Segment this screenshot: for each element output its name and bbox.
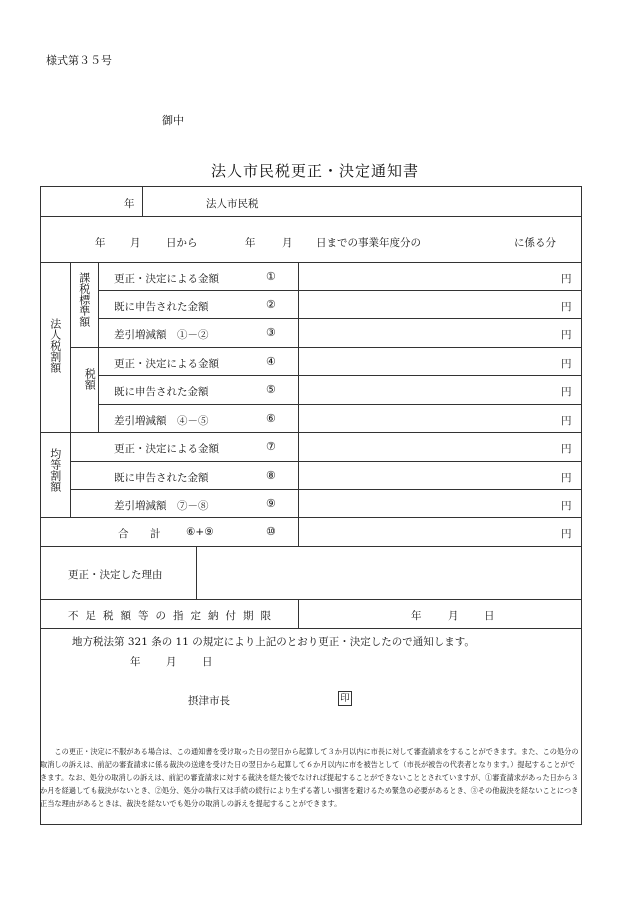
row-number: ⑧: [266, 469, 276, 482]
deadline-year: 年: [411, 610, 422, 622]
yen-unit: 円: [561, 500, 572, 512]
notice-statement: 地方税法第 321 条の 11 の規定により上記のとおり更正・決定したので通知します。: [72, 636, 475, 648]
row-label: 既に申告された金額: [114, 301, 209, 313]
tax-base-section-label: 課税標準額: [77, 272, 91, 327]
rule: [70, 262, 71, 432]
issuer-name: 摂津市長: [188, 695, 230, 707]
rule: [40, 262, 582, 263]
yen-unit: 円: [561, 528, 572, 540]
yen-unit: 円: [561, 358, 572, 370]
row-number: ⑨: [266, 497, 276, 510]
addressee-label: 御中: [162, 114, 184, 127]
row-number: ①: [266, 270, 276, 283]
row-number: ④: [266, 355, 276, 368]
period-month-from: 月: [130, 237, 141, 249]
fiscal-year-label: 年: [124, 198, 135, 210]
rule: [196, 546, 197, 599]
notice-month: 月: [166, 656, 177, 668]
period-suffix: に係る分: [514, 237, 556, 249]
form-border-bottom: [40, 824, 582, 825]
row-number: ⑤: [266, 383, 276, 396]
form-border-top: [40, 186, 582, 187]
yen-unit: 円: [561, 386, 572, 398]
yen-unit: 円: [561, 329, 572, 341]
form-border-right: [581, 186, 582, 825]
row-number: ⑩: [266, 525, 276, 538]
document-title: 法人市民税更正・決定通知書: [210, 162, 419, 180]
rule: [98, 404, 582, 405]
period-day-to: 日までの事業年度分の: [316, 237, 421, 249]
deadline-day: 日: [484, 610, 495, 622]
period-day-from: 日から: [166, 237, 198, 249]
rule: [40, 628, 582, 629]
row-number: ②: [266, 298, 276, 311]
rule: [40, 517, 582, 518]
total-formula: ⑥+⑨: [186, 526, 214, 538]
form-border-left: [40, 186, 41, 825]
payment-deadline-label: 不足税額等の指定納付期限: [68, 610, 278, 622]
tax-name: 法人市民税: [206, 198, 259, 210]
rule: [70, 489, 582, 490]
row-label: 更正・決定による金額: [114, 273, 219, 285]
notice-day: 日: [202, 656, 213, 668]
tax-amount-section-label: 税額: [83, 368, 97, 390]
row-label: 更正・決定による金額: [114, 358, 219, 370]
rule: [98, 375, 582, 376]
yen-unit: 円: [561, 472, 572, 484]
rule: [40, 216, 582, 217]
row-label: 更正・決定による金額: [114, 443, 219, 455]
row-label: 差引増減額 ④－⑤: [114, 415, 209, 427]
rule: [40, 599, 582, 600]
notice-year: 年: [130, 656, 141, 668]
rule: [40, 546, 582, 547]
period-year-to: 年: [245, 237, 256, 249]
row-number: ⑦: [266, 440, 276, 453]
total-label-b: 計: [150, 528, 161, 540]
rule: [70, 347, 582, 348]
yen-unit: 円: [561, 301, 572, 313]
period-month-to: 月: [282, 237, 293, 249]
rule: [70, 461, 582, 462]
row-label: 既に申告された金額: [114, 472, 209, 484]
form-number: 様式第３５号: [46, 54, 112, 67]
reason-label: 更正・決定した理由: [68, 569, 163, 581]
appeal-notice: この更正・決定に不服がある場合は、この通知書を受け取った日の翌日から起算して３か月以内に市長に対して審査請求をすることができます。また、この処分の取消しの訴えは、前記の審査請求に係る裁決の送達を受けた日の翌日から起算して６か月以内に市を被告として（市長が被告の代表者となります。）提起することができます。なお、処分の取消しの訴えは、前記の審査請求に対する裁決を経た後でなければ提起することができないこととされていますが、①審査請求があった日から３か月を経過しても裁決がないとき、②処分、処分の執行又は手続の続行により生ずる著しい損害を避けるため緊急の必要があるとき、③その他裁決を経ないことにつき正当な理由があるときは、裁決を経ないでも処分の取消しの訴えを提起することができます。: [40, 747, 579, 808]
row-number: ⑥: [266, 412, 276, 425]
rule: [40, 432, 582, 433]
rule: [142, 186, 143, 216]
period-year-from: 年: [95, 237, 106, 249]
rule: [298, 599, 299, 628]
deadline-month: 月: [448, 610, 459, 622]
row-label: 既に申告された金額: [114, 386, 209, 398]
equal-levy-section-label: 均等割額: [48, 448, 62, 492]
rule: [298, 262, 299, 546]
seal-mark: 印: [338, 691, 352, 706]
corporate-tax-section-label: 法人税割額: [48, 318, 62, 373]
yen-unit: 円: [561, 273, 572, 285]
rule: [98, 290, 582, 291]
row-label: 差引増減額 ①－②: [114, 329, 209, 341]
yen-unit: 円: [561, 415, 572, 427]
row-label: 差引増減額 ⑦－⑧: [114, 500, 209, 512]
rule: [98, 318, 582, 319]
yen-unit: 円: [561, 443, 572, 455]
total-label-a: 合: [118, 528, 129, 540]
rule: [70, 432, 71, 517]
row-number: ③: [266, 326, 276, 339]
